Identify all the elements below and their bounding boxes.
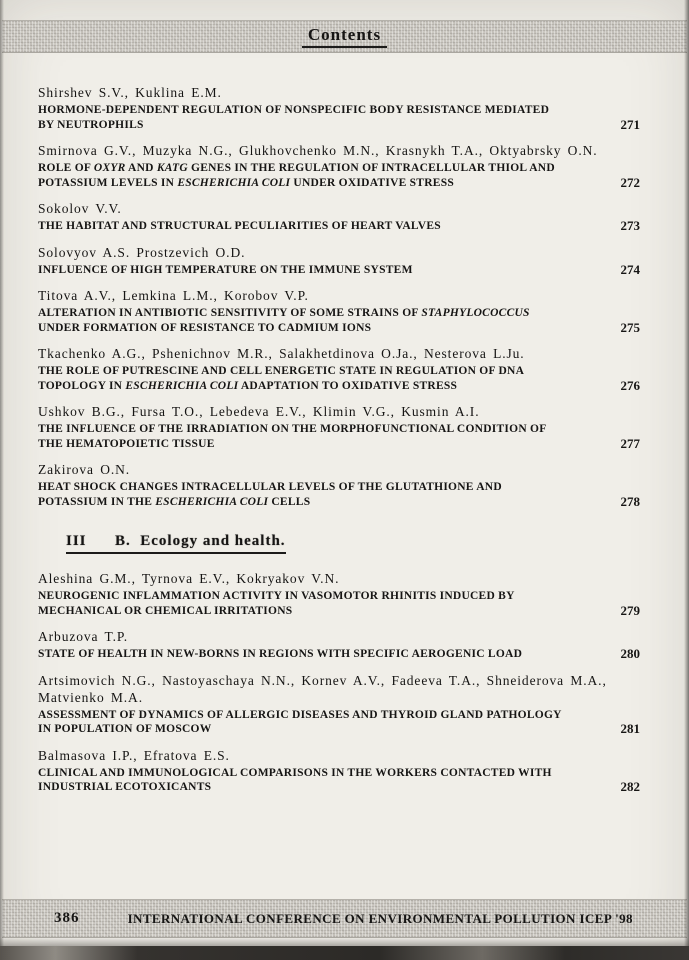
toc-entry	[38, 244, 649, 278]
entry-page-number: 279	[620, 602, 640, 618]
entry-authors: Tkachenko A.G., Pshenichnov M.R., Salakhetdinova O.Ja., Nesterova L.Ju.	[38, 346, 525, 361]
toc-entry	[38, 461, 649, 509]
entry-page-number: 274	[620, 261, 640, 277]
entry-title: NEUROGENIC INFLAMMATION ACTIVITY IN VASOMOTOR RHINITIS INDUCED BY MECHANICAL OR CHEMICAL IRRITATIONS	[38, 590, 515, 617]
entry-authors: Arbuzova T.P.	[38, 629, 129, 644]
toc-entry	[38, 287, 649, 335]
entry-title: ASSESSMENT OF DYNAMICS OF ALLERGIC DISEASES AND THYROID GLAND PATHOLOGY IN POPULATION OF MOSCOW	[38, 708, 562, 735]
toc-entry	[38, 345, 649, 393]
entry-title: ROLE OF OXYR AND KATG GENES IN THE REGULATION OF INTRACELLULAR THIOL AND POTASSIUM LEVELS IN ESCHERICHIA COLI UNDER OXIDATIVE STRESS	[38, 162, 555, 189]
footer-page-number: 386	[54, 910, 80, 926]
entry-title: HEAT SHOCK CHANGES INTRACELLULAR LEVELS OF THE GLUTATHIONE AND POTASSIUM IN THE ESCHERICHIA COLI CELLS	[38, 481, 502, 508]
entry-page-number: 281	[620, 721, 640, 736]
toc-entry	[38, 200, 649, 234]
entry-authors: Smirnova G.V., Muzyka N.G., Glukhovchenko M.N., Krasnykh T.A., Oktyabrsky O.N.	[38, 143, 598, 158]
entry-page-number: 275	[620, 319, 640, 335]
toc-part1	[38, 84, 649, 509]
entry-page-number: 277	[620, 435, 640, 451]
entry-title: THE HABITAT AND STRUCTURAL PECULIARITIES OF HEART VALVES	[38, 220, 441, 232]
footer-band	[2, 899, 687, 938]
entry-title: CLINICAL AND IMMUNOLOGICAL COMPARISONS IN THE WORKERS CONTACTED WITH INDUSTRIAL ECOTOXICANTS	[38, 766, 552, 793]
entry-authors: Balmasova I.P., Efratova E.S.	[38, 747, 230, 763]
toc-part2	[38, 570, 649, 795]
toc-entry	[38, 84, 649, 132]
table-of-contents	[38, 84, 649, 805]
footer-conference-title: INTERNATIONAL CONFERENCE ON ENVIRONMENTAL POLLUTION ICEP '98	[127, 910, 633, 926]
entry-title: HORMONE-DEPENDENT REGULATION OF NONSPECIFIC BODY RESISTANCE MEDIATED BY NEUTROPHILS	[38, 104, 550, 131]
entry-authors: Ushkov B.G., Fursa T.O., Lebedeva E.V., Klimin V.G., Kusmin A.I.	[38, 404, 480, 419]
entry-title: INFLUENCE OF HIGH TEMPERATURE ON THE IMMUNE SYSTEM	[38, 263, 413, 276]
scan-edge-left	[0, 0, 4, 960]
scan-edge-right	[684, 0, 689, 960]
entry-page-number: 273	[620, 218, 640, 233]
entry-authors: Shirshev S.V., Kuklina E.M.	[38, 85, 222, 100]
entry-authors: Aleshina G.M., Tyrnova E.V., Kokryakov V.N.	[38, 571, 340, 586]
entry-page-number: 278	[620, 493, 640, 509]
entry-authors: Titova A.V., Lemkina L.M., Korobov V.P.	[38, 288, 309, 303]
toc-entry	[38, 403, 649, 451]
toc-entry	[38, 672, 649, 737]
page-title: Contents	[302, 25, 387, 48]
toc-entry	[38, 628, 649, 662]
entry-title: THE ROLE OF PUTRESCINE AND CELL ENERGETIC STATE IN REGULATION OF DNA TOPOLOGY IN ESCHERICHIA COLI ADAPTATION TO OXIDATIVE STRESS	[38, 365, 524, 392]
entry-page-number: 272	[620, 174, 640, 190]
section-heading: III B. Ecology and health.	[66, 533, 286, 554]
entry-title: STATE OF HEALTH IN NEW-BORNS IN REGIONS WITH SPECIFIC AEROGENIC LOAD	[38, 648, 523, 660]
scan-edge-bottom	[0, 946, 689, 960]
entry-page-number: 280	[620, 646, 640, 661]
entry-authors: Solovyov A.S. Prostzevich O.D.	[38, 244, 246, 260]
entry-authors: Artsimovich N.G., Nastoyaschaya N.N., Kornev A.V., Fadeeva T.A., Shneiderova M.A., Matvienko M.A.	[38, 672, 607, 705]
entry-title: THE INFLUENCE OF THE IRRADIATION ON THE MORPHOFUNCTIONAL CONDITION OF THE HEMATOPOIETIC TISSUE	[38, 423, 547, 450]
entry-page-number: 276	[620, 377, 640, 393]
toc-entry	[38, 570, 649, 618]
entry-authors: Sokolov V.V.	[38, 201, 122, 216]
toc-entry	[38, 142, 649, 190]
entry-authors: Zakirova O.N.	[38, 462, 131, 477]
toc-entry	[38, 747, 649, 795]
scan-edge-bottom-shadow	[0, 938, 689, 946]
entry-title: ALTERATION IN ANTIBIOTIC SENSITIVITY OF SOME STRAINS OF STAPHYLOCOCCUS UNDER FORMATION OF RESISTANCE TO CADMIUM IONS	[38, 307, 530, 334]
header-band	[2, 20, 687, 53]
entry-page-number: 282	[620, 779, 640, 794]
entry-page-number: 271	[620, 116, 640, 132]
